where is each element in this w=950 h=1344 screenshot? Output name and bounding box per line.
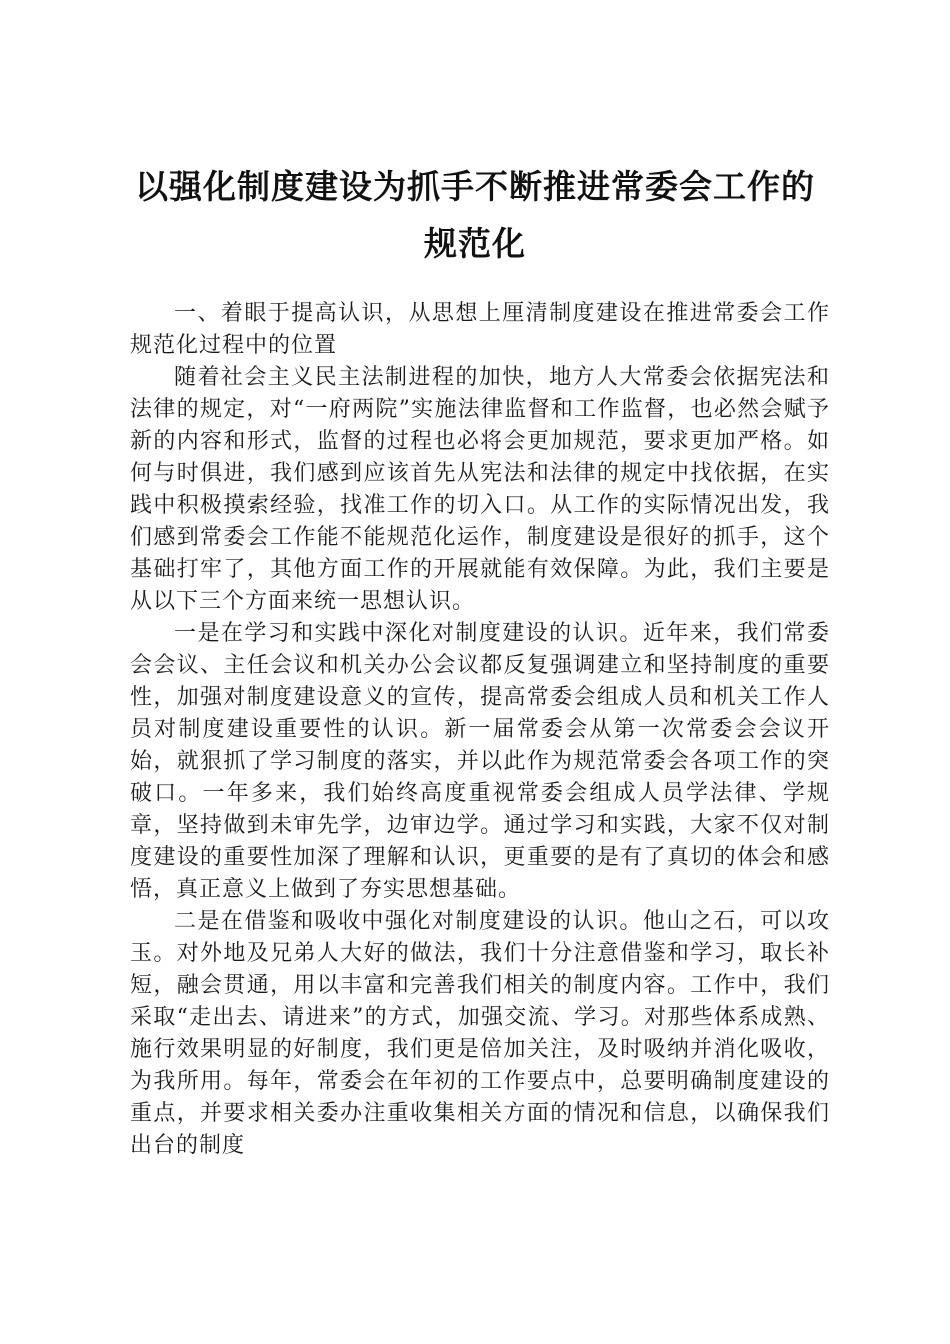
- document-title: 以强化制度建设为抓手不断推进常委会工作的规范化: [135, 167, 815, 263]
- body-paragraph: 一是在学习和实践中深化对制度建设的认识。近年来，我们常委会会议、主任会议和机关办公会议都反复强调建立和坚持制度的重要性，加强对制度建设意义的宣传，提高常委会组成人员和机关工作人员对制度建设重要性的认识。新一届常委会从第一次常委会会议开始，就狠抓了学习制度的落实，并以此作为规范常委会各项工作的突破口。一年多来，我们始终高度重视常委会组成人员学法律、学规章，坚持做到未审先学，边审边学。通过学习和实践，大家不仅对制度建设的重要性加深了理解和认识，更重要的是有了真切的体会和感悟，真正意义上做到了夯实思想基础。: [130, 621, 830, 902]
- section-heading: 一、着眼于提高认识，从思想上厘清制度建设在推进常委会工作规范化过程中的位置: [130, 301, 830, 358]
- body-paragraph: 二是在借鉴和吸收中强化对制度建设的认识。他山之石，可以攻玉。对外地及兄弟人大好的做法，我们十分注意借鉴和学习，取长补短，融会贯通，用以丰富和完善我们相关的制度内容。工作中，我们采取“走出去、请进来”的方式，加强交流、学习。对那些体系成熟、施行效果明显的好制度，我们更是倍加关注，及时吸纳并消化吸收，为我所用。每年，常委会在年初的工作要点中，总要明确制度建设的重点，并要求相关委办注重收集相关方面的情况和信息，以确保我们出台的制度: [130, 909, 830, 1158]
- body-paragraph: 随着社会主义民主法制进程的加快，地方人大常委会依据宪法和法律的规定，对“一府两院”实施法律监督和工作监督，也必然会赋予新的内容和形式，监督的过程也必将会更加规范，要求更加严格。如何与时俱进，我们感到应该首先从宪法和法律的规定中找依据，在实践中积极摸索经验，找准工作的切入口。从工作的实际情况出发，我们感到常委会工作能不能规范化运作，制度建设是很好的抓手，这个基础打牢了，其他方面工作的开展就能有效保障。为此，我们主要是从以下三个方面来统一思想认识。: [130, 365, 830, 614]
- document-body: [130, 298, 830, 1162]
